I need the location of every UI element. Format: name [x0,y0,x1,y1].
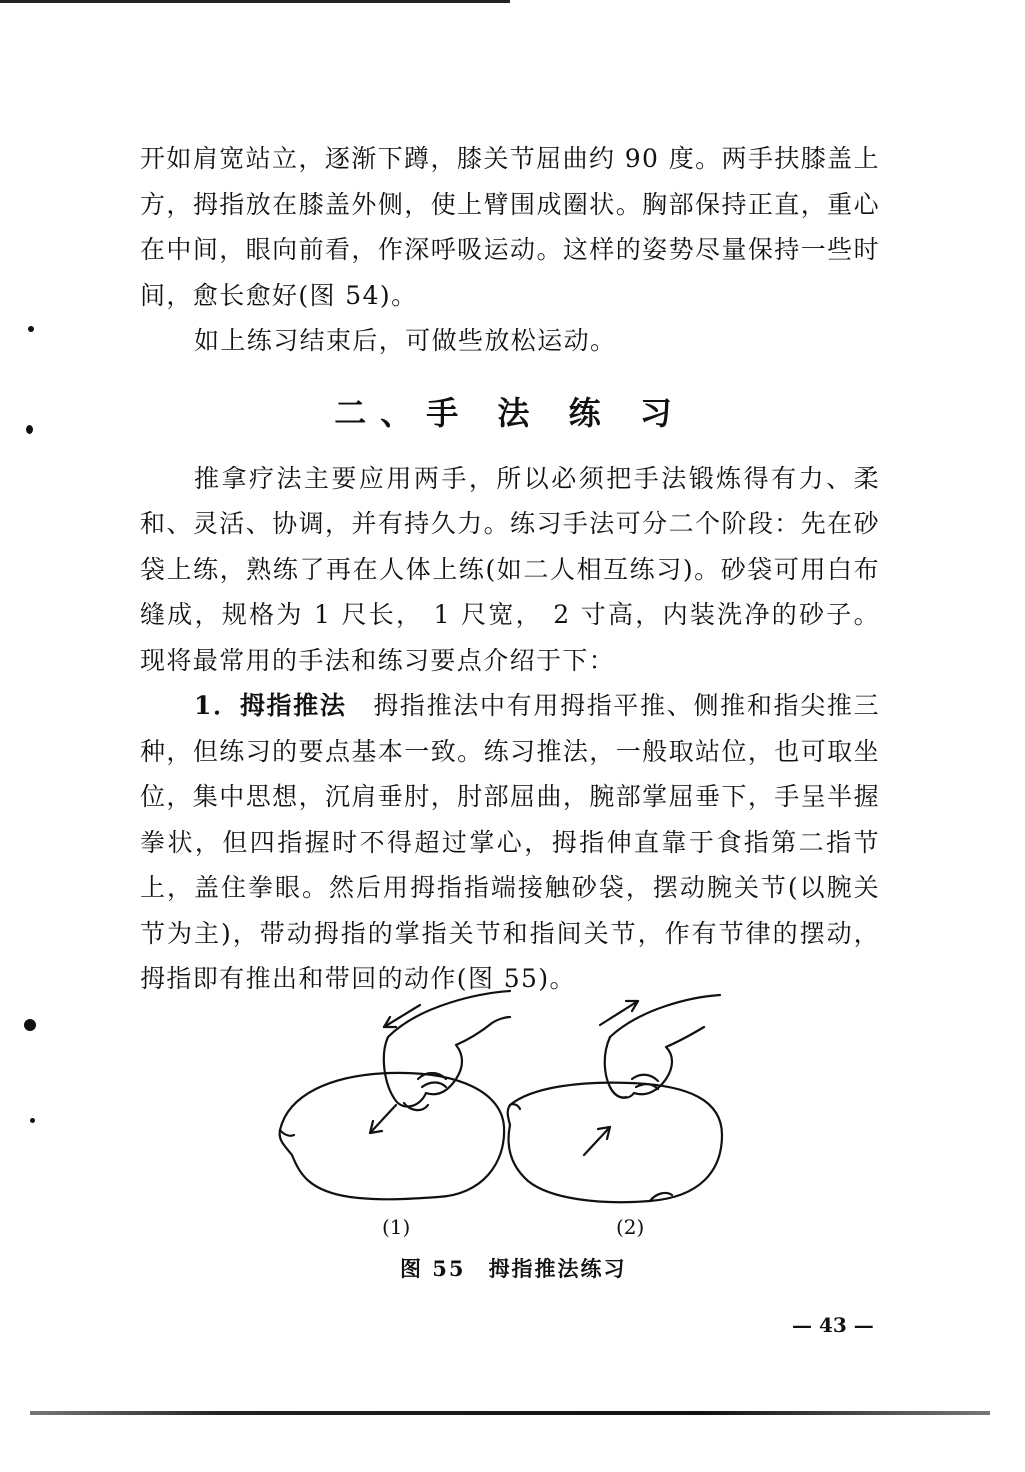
item-text: 拇指推法中有用拇指平推、侧推和指尖推三种，但练习的要点基本一致。练习推法，一般取站位，也可取坐位，集中思想，沉肩垂肘，肘部屈曲，腕部掌屈垂下，手呈半握拳状，但四指握时不得超过掌心，拇指伸直靠于食指第二指节上，盖住拳眼。然后用拇指指端接触砂袋，摆动腕关节(以腕关节为主)，带动拇指的掌指关节和指间关节，作有节律的摆动，拇指即有推出和带回的动作(图 55)。 [140,691,880,993]
thumb-push-illustration [270,975,750,1215]
body-text [140,136,880,1002]
item-number: 1． [194,691,240,720]
panel-label-1: (1) [382,1215,411,1239]
arrow-left-bottom [370,1105,396,1133]
paragraph: 开如肩宽站立，逐渐下蹲，膝关节屈曲约 90 度。两手扶膝盖上方，拇指放在膝盖外侧，使上臂围成圈状。胸部保持正直，重心在中间，眼向前看，作深呼吸运动。这样的姿势尽量保持一些时间，愈长愈好(图 54)。 [140,144,880,310]
sandbag-left [280,1073,505,1199]
scan-edge-line-top [0,0,510,3]
page-number: — 43 — [792,1313,874,1337]
item-term: 拇指推法 [239,691,347,720]
binding-hole-mark [30,1118,35,1123]
sandbag-right [508,1083,722,1203]
figure-55 [270,975,750,1265]
section-heading: 二、手 法 练 习 [334,393,686,432]
arrow-left-top [384,1005,420,1027]
figure-caption: 图 55 拇指推法练习 [400,1256,627,1281]
binding-hole-mark [24,1019,36,1031]
binding-hole-mark [26,425,33,434]
scan-edge-line-bottom [30,1411,990,1415]
paragraph: 如上练习结束后，可做些放松运动。 [194,326,617,355]
numbered-item [140,683,880,1002]
hand-left [384,991,510,1107]
paragraph: 推拿疗法主要应用两手，所以必须把手法锻炼得有力、柔和、灵活、协调，并有持久力。练习手法可分二个阶段：先在砂袋上练，熟练了再在人体上练(如二人相互练习)。砂袋可用白布缝成，规格为 1 尺长， 1 尺宽， 2 寸高，内装洗净的砂子。现将最常用的手法和练习要点介绍于下： [140,463,880,675]
binding-hole-mark [28,326,34,332]
panel-label-2: (2) [616,1215,645,1239]
arrow-right-bottom [584,1127,610,1155]
